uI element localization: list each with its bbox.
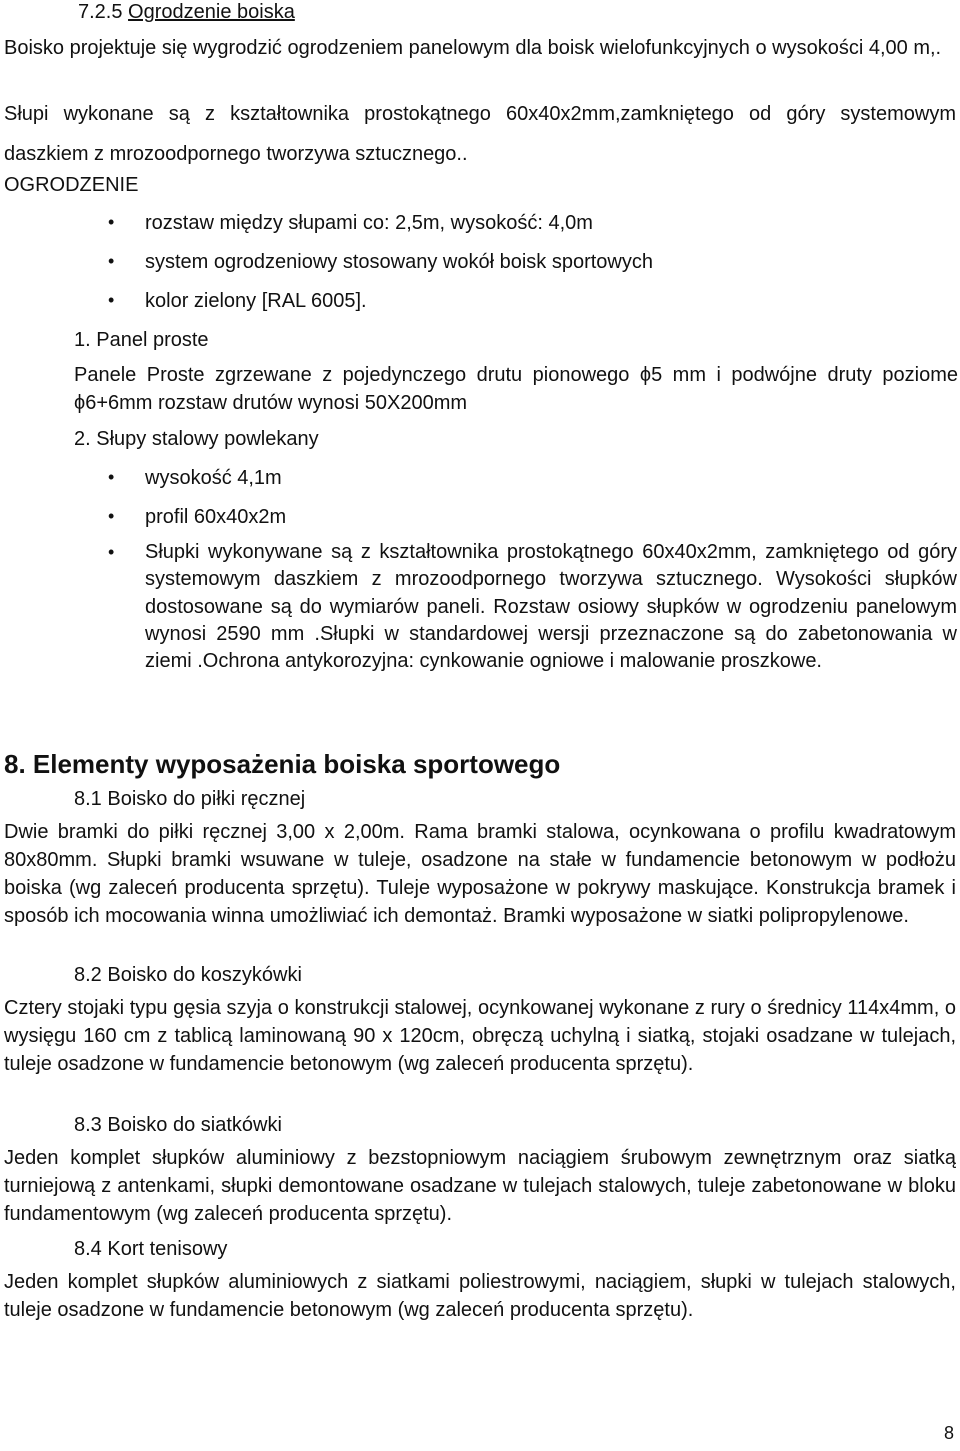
bullet-icon: • [108,467,115,487]
fence-list-item: rozstaw między słupami co: 2,5m, wysokość: 4,0m [145,212,593,234]
section-heading-8: 8. Elementy wyposażenia boiska sportowego [4,749,561,779]
page-number: 8 [943,1423,954,1443]
subsection-heading: 8.3 Boisko do siatkówki [74,1114,282,1136]
posts-heading: 2. Słupy stalowy powlekany [74,428,319,450]
fence-heading: OGRODZENIE [4,174,139,196]
fence-list-item: system ogrodzeniowy stosowany wokół boisk sportowych [145,251,653,273]
bullet-icon: • [108,542,115,562]
panel-heading: 1. Panel proste [74,329,209,351]
posts-list-item: wysokość 4,1m [145,467,282,489]
bullet-icon: • [108,290,115,310]
posts-list-item: profil 60x40x2m [145,506,287,528]
bullet-icon: • [108,506,115,526]
bullet-icon: • [108,251,115,271]
subsection-paragraph: Dwie bramki do piłki ręcznej 3,00 x 2,00m. Rama bramki stalowa, ocynkowana o profilu kwadratowym 80x80mm. Słupki bramki wsuwane w tuleje, osadzone na stałe w fundamencie betonowym w podłożu boiska (wg zaleceń producenta sprzętu). Tuleje wyposażone w pokrywy maskujące. Konstrukcja bramek i sposób ich mocowania winna umożliwiać ich demontaż. Bramki wyposażone w siatki polipropylenowe. [4,821,956,927]
panel-paragraph: Panele Proste zgrzewane z pojedynczego drutu pionowego ϕ5 mm i podwójne druty poziome ϕ6+6mm rozstaw drutów wynosi 50X200mm [74,364,958,414]
subsection-paragraph: Cztery stojaki typu gęsia szyja o konstrukcji stalowej, ocynkowanej wykonane z rury o średnicy 114x4mm, o wysięgu 160 cm z tablicą laminowaną 90 x 120cm, obręczą uchylną i siatką, stojaki osadzane w tulejach, tuleje osadzone w fundamencie betonowym (wg zaleceń producenta sprzętu). [4,997,956,1075]
section-heading-725 [78,2,295,22]
section-title: Ogrodzenie boiska [128,1,295,23]
subsection-heading: 8.4 Kort tenisowy [74,1238,228,1260]
posts-list-item: Słupki wykonywane są z kształtownika prostokątnego 60x40x2mm, zamkniętego od góry systemowym daszkiem z mrozoodpornego tworzywa sztucznego. Wysokości słupków dostosowane są do wymiarów paneli. Rozstaw osiowy słupków w ogrodzeniu panelowym wynosi 2590 mm .Słupki w standardowej wersji przeznaczone są do zabetonowania w ziemi .Ochrona antykorozyjna: cynkowanie ogniowe i malowanie proszkowe. [145,541,957,673]
bullet-icon: • [108,212,115,232]
subsection-heading: 8.2 Boisko do koszykówki [74,964,302,986]
posts-paragraph: Słupi wykonane są z kształtownika prostokątnego 60x40x2mm,zamkniętego od góry systemowym daszkiem z mrozoodpornego tworzywa sztucznego.. [4,103,956,165]
intro-paragraph: Boisko projektuje się wygrodzić ogrodzeniem panelowym dla boisk wielofunkcyjnych o wysokości 4,00 m,. [4,37,942,59]
fence-list-item: kolor zielony [RAL 6005]. [145,290,367,312]
subsection-paragraph: Jeden komplet słupków aluminiowy z bezstopniowym naciągiem śrubowym zewnętrznym oraz siatką turniejową z antenkami, słupki demontowane osadzane w tulejach stalowych, tuleje zabetonowane w bloku fundamentowym (wg zaleceń producenta sprzętu). [4,1147,956,1225]
subsection-heading: 8.1 Boisko do piłki ręcznej [74,788,306,810]
section-number: 7.2.5 [78,1,123,23]
subsection-paragraph: Jeden komplet słupków aluminiowych z siatkami poliestrowymi, naciągiem, słupki w tulejach stalowych, tuleje osadzone w fundamencie betonowym (wg zaleceń producenta sprzętu). [4,1271,956,1321]
